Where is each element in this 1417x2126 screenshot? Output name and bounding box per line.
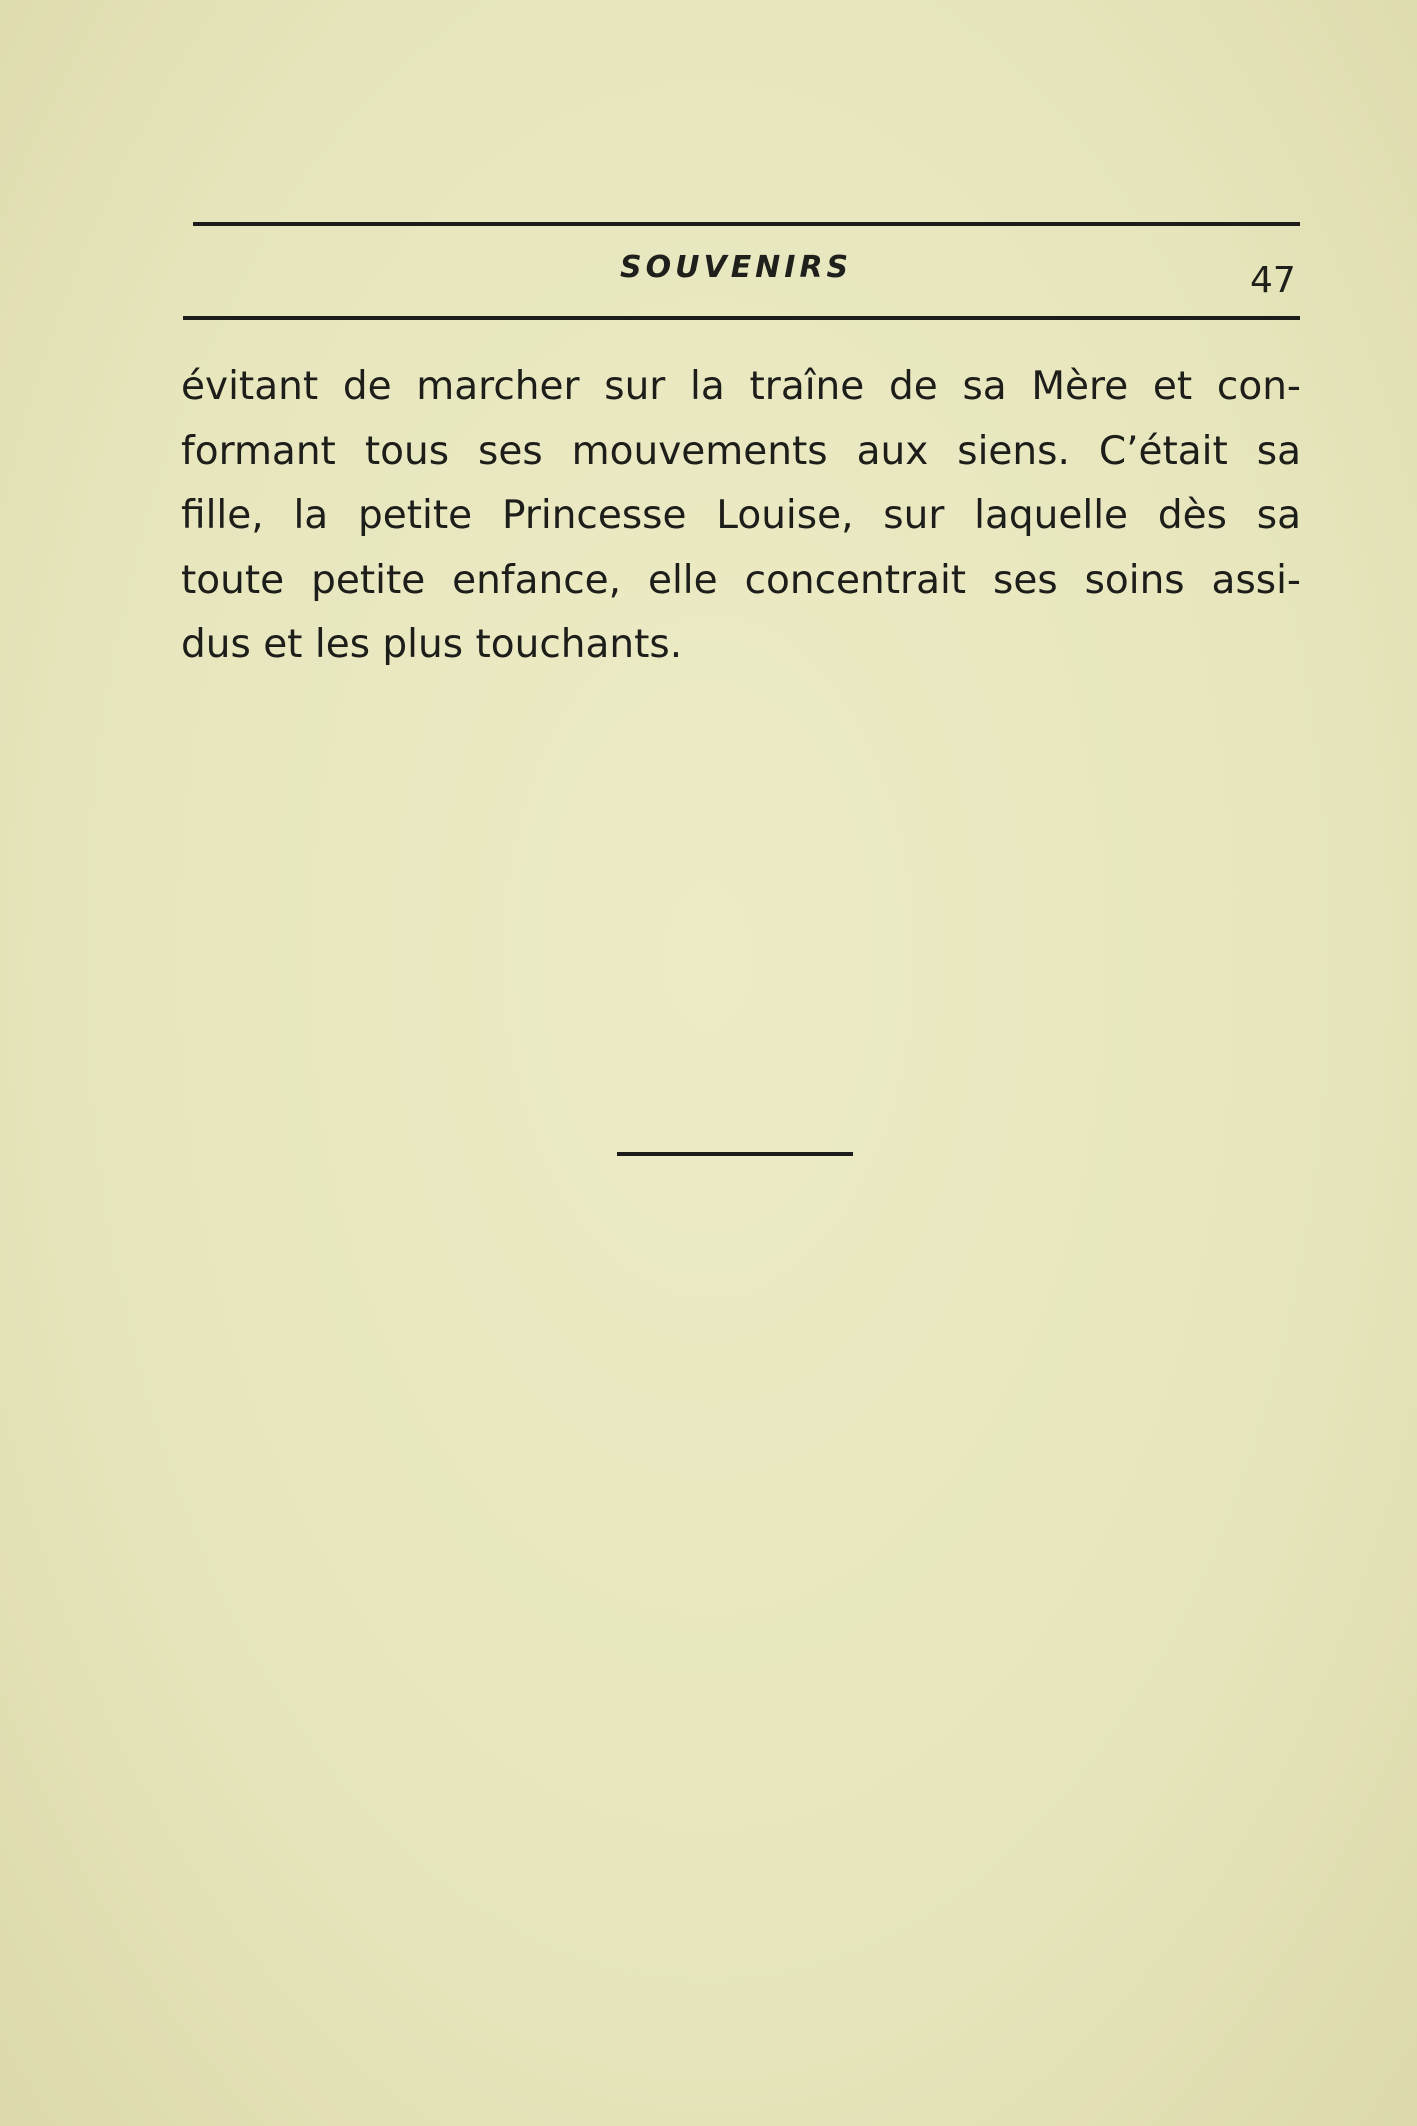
text-line: toute petite enfance, elle concentrait ses soins assi- xyxy=(181,557,1301,603)
header-top-rule xyxy=(193,222,1300,226)
text-line: formant tous ses mouvements aux siens. C’était sa xyxy=(181,428,1301,474)
text-line: évitant de marcher sur la traîne de sa Mère et con- xyxy=(181,364,1301,409)
text-line: fille, la petite Princesse Louise, sur laquelle dès sa xyxy=(181,493,1301,538)
header-bottom-rule xyxy=(183,316,1300,320)
page-number: 47 xyxy=(1250,260,1296,301)
body-paragraph xyxy=(181,355,1301,678)
section-end-rule xyxy=(617,1152,853,1156)
text-line: dus et les plus touchants. xyxy=(181,622,683,667)
running-title: SOUVENIRS xyxy=(620,250,853,285)
